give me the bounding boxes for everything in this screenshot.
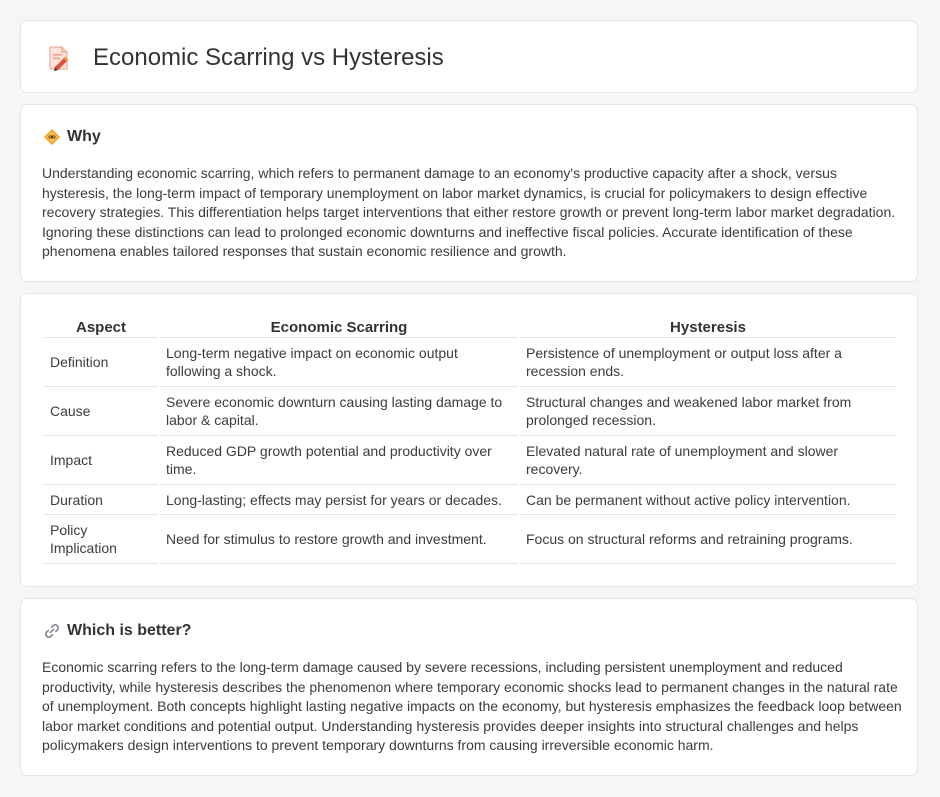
scarring-cell: Long-lasting; effects may persist for years or decades. [160, 485, 518, 515]
hysteresis-cell: Can be permanent without active policy intervention. [520, 485, 896, 515]
hysteresis-cell: Focus on structural reforms and retraining programs. [520, 515, 896, 564]
better-heading: Which is better? [67, 622, 192, 639]
aspect-cell: Cause [44, 387, 158, 436]
document-pencil-icon [47, 45, 71, 71]
table-row [44, 485, 896, 515]
why-heading-row [43, 127, 101, 147]
hysteresis-cell: Persistence of unemployment or output loss after a recession ends. [520, 338, 896, 387]
table-header-row [44, 316, 896, 338]
aspect-cell: Definition [44, 338, 158, 387]
header-hysteresis: Hysteresis [520, 316, 896, 338]
diamond-icon [43, 128, 61, 146]
header-economic-scarring: Economic Scarring [160, 316, 518, 338]
hysteresis-cell: Structural changes and weakened labor market from prolonged recession. [520, 387, 896, 436]
comparison-table [42, 316, 898, 564]
scarring-cell: Long-term negative impact on economic output following a shock. [160, 338, 518, 387]
table-row [44, 387, 896, 436]
table-row [44, 338, 896, 387]
title-card [20, 20, 918, 93]
hysteresis-cell: Elevated natural rate of unemployment and slower recovery. [520, 436, 896, 485]
why-text: Understanding economic scarring, which refers to permanent damage to an economy's productive capacity after a shock, versus hysteresis, the long-term impact of temporary unemployment on labor market dynamics, is crucial for policymakers to design effective recovery strategies. This differentiation helps target interventions that either restore growth or prevent long-term labor market degradation. Ignoring these distinctions can lead to prolonged economic downturns and ineffective fiscal policies. Accurate identification of these phenomena enables tailored responses that sustain economic resilience and growth. [42, 165, 896, 259]
better-heading-row [43, 621, 191, 641]
header-aspect: Aspect [44, 316, 158, 338]
why-section [20, 104, 918, 282]
scarring-cell: Reduced GDP growth potential and productivity over time. [160, 436, 518, 485]
scarring-cell: Need for stimulus to restore growth and investment. [160, 515, 518, 564]
table-row [44, 436, 896, 485]
better-text: Economic scarring refers to the long-term damage caused by severe recessions, including persistent unemployment and reduced productivity, while hysteresis describes the phenomenon where temporary economic shocks lead to permanent changes in the natural rate of unemployment. Both concepts highlight lasting negative impacts on the economy, but hysteresis emphasizes the feedback loop between labor market conditions and potential output. Understanding hysteresis provides deeper insights into structural challenges and helps policymakers design interventions to prevent temporary downturns from causing irreversible economic harm. [42, 659, 902, 753]
aspect-cell: Impact [44, 436, 158, 485]
link-icon [43, 622, 61, 640]
comparison-section [20, 293, 918, 587]
scarring-cell: Severe economic downturn causing lasting damage to labor & capital. [160, 387, 518, 436]
why-heading: Why [67, 128, 101, 145]
table-row [44, 515, 896, 564]
title-row [47, 44, 444, 72]
aspect-cell: Policy Implication [44, 515, 158, 564]
which-is-better-section [20, 598, 918, 776]
aspect-cell: Duration [44, 485, 158, 515]
page-title: Economic Scarring vs Hysteresis [93, 44, 444, 71]
